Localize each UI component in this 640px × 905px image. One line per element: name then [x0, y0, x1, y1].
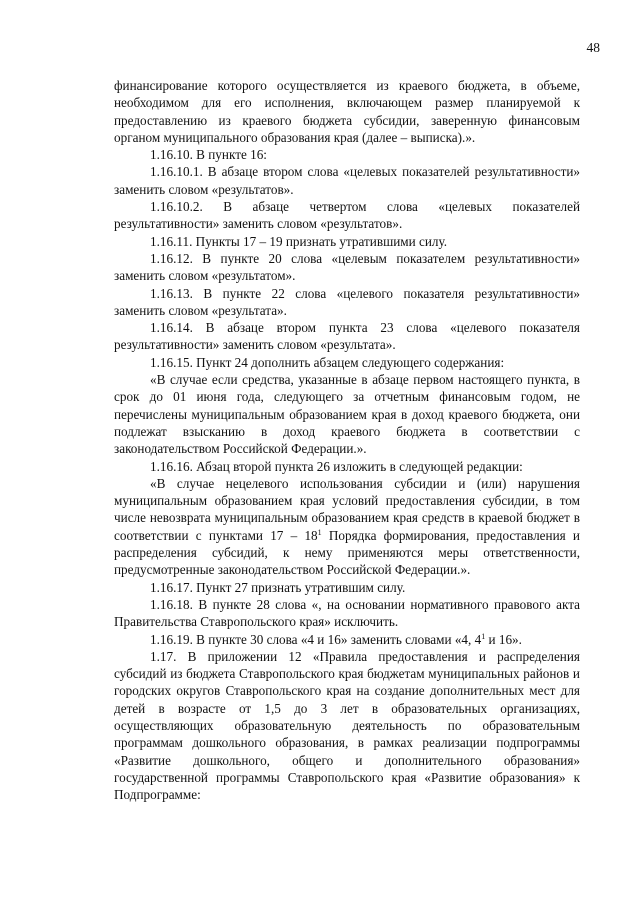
- document-body: [114, 77, 580, 803]
- paragraph-1-17: 1.17. В приложении 12 «Правила предоставления и распределения субсидий из бюджета Ставропольского края бюджетам муниципальных районов и городских округов Ставропольского края на создание дополнительных мест для детей в возрасте от 1,5 до 3 лет в образовательных организациях, осуществляющих образовательную деятельность по образовательным программам дошкольного образования, в рамках реализации подпрограммы «Развитие дошкольного, общего и дополнительного образования» государственной программы Ставропольского края «Развитие образования» к Подпрограмме:: [114, 648, 580, 803]
- paragraph-1-16-10-2: 1.16.10.2. В абзаце четвертом слова «целевых показателей результативности» заменить словом «результатов».: [114, 199, 580, 232]
- paragraph-quote-26-text: «В случае нецелевого использования субсидии и (или) нарушения муниципальным образованием края условий предоставления субсидии, в том числе невозврата муниципальным образованием края средств в краевой бюджет в соответствии с пунктами 17 – 18: [114, 475, 580, 543]
- paragraph-1-16-18: 1.16.18. В пункте 28 слова «, на основании нормативного правового акта Правительства Ставропольского края» исключить.: [114, 596, 580, 630]
- paragraph-1-16-19-text-end: и 16».: [485, 631, 522, 647]
- paragraph-1-16-11: 1.16.11. Пункты 17 – 19 признать утратившими силу.: [150, 233, 448, 249]
- superscript: 1: [317, 527, 322, 537]
- paragraph-quote-26-text-end: Порядка формирования, предоставления и распределения субсидий, к нему применяются меры ответственности, предусмотренные законодательством Российской Федерации.».: [114, 527, 580, 578]
- superscript: 1: [481, 631, 486, 641]
- page-number: 48: [586, 40, 600, 55]
- paragraph-1-16-12: 1.16.12. В пункте 20 слова «целевым показателем результативности» заменить словом «результатом».: [114, 250, 580, 284]
- paragraph-1-16-14: 1.16.14. В абзаце втором пункта 23 слова «целевого показателя результативности» заменить словом «результата».: [114, 320, 580, 353]
- paragraph-continuation: финансирование которого осуществляется из краевого бюджета, в объеме, необходимом для его исполнения, включающем размер планируемой к предоставлению из краевого бюджета субсидии, заверенную финансовым органом муниципального образования края (далее – выписка).».: [114, 78, 580, 145]
- paragraph-1-16-19: [114, 631, 580, 648]
- paragraph-1-16-19-text: 1.16.19. В пункте 30 слова «4 и 16» заменить словами «4, 4: [150, 631, 482, 647]
- paragraph-quote-26: [114, 475, 580, 579]
- paragraph-1-16-13: 1.16.13. В пункте 22 слова «целевого показателя результативности» заменить словом «результата».: [114, 285, 580, 318]
- paragraph-1-16-15: 1.16.15. Пункт 24 дополнить абзацем следующего содержания:: [150, 354, 505, 370]
- paragraph-1-16-10-1: 1.16.10.1. В абзаце втором слова «целевых показателей результативности» заменить словом «результатов».: [114, 164, 580, 197]
- paragraph-quote-24: «В случае если средства, указанные в абзаце первом настоящего пункта, в срок до 01 июня года, следующего за отчетным финансовым годом, не перечислены муниципальным образованием края в доход краевого бюджета, они подлежат взысканию в доход краевого бюджета в соответствии с законодательством Российской Федерации.».: [114, 372, 580, 457]
- paragraph-1-16-17: 1.16.17. Пункт 27 признать утратившим силу.: [150, 579, 406, 595]
- paragraph-1-16-10: 1.16.10. В пункте 16:: [150, 147, 267, 163]
- paragraph-1-16-16: 1.16.16. Абзац второй пункта 26 изложить в следующей редакции:: [150, 458, 523, 474]
